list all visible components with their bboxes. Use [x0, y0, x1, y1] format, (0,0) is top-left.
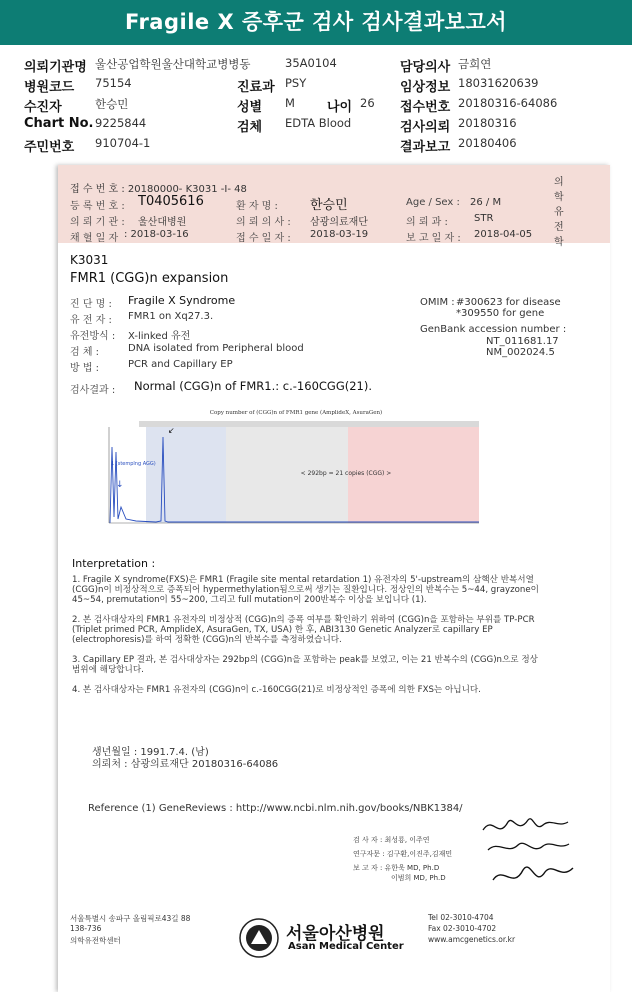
chart-no-value: 9225844	[95, 116, 147, 130]
interp-1: 1. Fragile X syndrome(FXS)은 FMR1 (Fragile site mental retardation 1) 유전자의 5'-upstream의 삼핵산 반복서열 (CGG)n이 비정상적으로 증폭되어 hypermethylation됨으로써 생기는 질환입니다. 정상인의 반복수는 5~44, grayzone이 45~54, premutation이 55~200, 그리고 full mutation이 200반복수 이상을 보입니다 (1).	[72, 575, 539, 605]
interp-3: 3. Capillary EP 결과, 본 검사대상자는 292bp의 (CGG)n을 포함하는 peak를 보였고, 이는 21 반복수의 (CGG)n으로 정상범위에 해당합니다.	[72, 655, 538, 675]
address-line-3: 의학유전학센터	[70, 936, 121, 945]
interp-4: 4. 본 검사대상자는 FMR1 유전자의 (CGG)n이 c.-160CGG(21)로 비정상적인 증폭에 의한 FXS는 아닙니다.	[72, 685, 481, 695]
chart-no-label: Chart No.	[24, 116, 94, 131]
reqdept-label: 의 뢰 과 :	[406, 217, 448, 228]
genbank-nt: NT_011681.17	[486, 336, 559, 347]
inherit-label: 유전방식 :	[70, 331, 116, 342]
draw-date-value: : 2018-03-16	[124, 229, 189, 240]
patient-info-block	[0, 48, 632, 160]
request-label: 검사의뢰	[400, 120, 451, 135]
report-date-label: 결과보고	[400, 140, 451, 155]
sig-reporter: 보 고 자 : 유한욱 MD, Ph.D	[353, 864, 440, 872]
dept-value: PSY	[285, 76, 307, 90]
sex-value: M	[285, 96, 295, 110]
institution-label: 의뢰기관명	[24, 60, 87, 75]
receipt-line: 접 수 번 호 : 20180000- K3031 -I- 48	[70, 184, 247, 195]
rrn-value: 910704-1	[95, 136, 151, 150]
diag-label: 진 단 명 :	[70, 299, 112, 310]
clinical-label: 임상정보	[400, 80, 451, 95]
inst-value: 울산대병원	[138, 217, 187, 228]
sig-tester: 검 사 자 : 최성룡, 이주연	[353, 836, 430, 844]
specimen-label: 검체	[237, 120, 263, 135]
peak-arrow-icon: ↙	[168, 426, 175, 435]
signatures	[473, 810, 583, 900]
doctor-label: 담당의사	[400, 60, 451, 75]
institution-value: 울산공업학원울산대학교병병동	[95, 57, 251, 71]
method-value: PCR and Capillary EP	[128, 359, 233, 370]
result-value: Normal (CGG)n of FMR1.: c.-160CGG(21).	[134, 379, 372, 393]
patient-value: 한승민	[310, 198, 348, 213]
agesex-label: Age / Sex :	[406, 197, 460, 208]
agesex-value: 26 / M	[470, 197, 502, 208]
diag-value: Fragile X Syndrome	[128, 294, 236, 307]
electropherogram	[96, 407, 486, 527]
reqdoc-label: 의 뢰 의 사 :	[236, 217, 291, 228]
interpretation	[72, 575, 542, 705]
title-bar	[0, 0, 632, 45]
rep-date-label: 보 고 일 자 :	[406, 233, 461, 244]
rrn-label: 주민번호	[24, 140, 75, 155]
hospital-name-en: Asan Medical Center	[288, 941, 404, 952]
receipt-label: 접수번호	[400, 100, 451, 115]
inherit-value: X-linked 유전	[128, 331, 191, 342]
spec-label: 검 체 :	[70, 347, 100, 358]
website: www.amcgenetics.or.kr	[428, 935, 516, 944]
reg-label: 등 록 번 호 :	[70, 201, 125, 212]
chart-title: Copy number of (CGG)n of FMR1 gene (AmplideX, AsuraGen)	[209, 410, 383, 416]
specimen-value: EDTA Blood	[285, 116, 352, 130]
report-date-value: 20180406	[458, 136, 517, 150]
reqdoc-value: 삼광의료재단	[310, 217, 368, 228]
asan-logo-icon	[238, 917, 280, 959]
age-value: 26	[360, 96, 375, 110]
sex-label: 성별	[237, 100, 263, 115]
result-label: 검사결과 :	[70, 385, 116, 396]
examinee-value: 한승민	[95, 97, 129, 111]
genbank-nm: NM_002024.5	[486, 347, 555, 358]
omim-label: OMIM :	[420, 297, 455, 308]
clinical-value: 18031620639	[458, 76, 539, 90]
draw-date-label: 채 혈 일 자	[70, 233, 119, 244]
spec-value: DNA isolated from Peripheral blood	[128, 343, 304, 354]
test-name: FMR1 (CGG)n expansion	[70, 271, 229, 286]
interp-2: 2. 본 검사대상자의 FMR1 유전자의 비정상적 (CGG)n의 증폭 여부를 확인하기 위하여 (CGG)n을 포함하는 부위를 TP-PCR (Triplet primed PCR, AmplideX, AsuraGen, TX, USA) 한 후, ABI3130 Genetic Analyzer로 capillary EP (electrophoresis)를 하여 정확한 (CGG)n의 반복수를 측정하였습니다.	[72, 615, 535, 645]
recv-date-value: 2018-03-19	[310, 229, 369, 240]
recv-date-label: 접 수 일 자 :	[236, 233, 291, 244]
omim-disease: #300623 for disease	[456, 297, 561, 308]
method-label: 방 법 :	[70, 363, 100, 374]
interp-title: Interpretation :	[72, 557, 156, 570]
age-label: 나이	[327, 100, 353, 115]
requester: 의뢰처 : 삼광의료재단 20180316-64086	[92, 759, 279, 770]
inst-label: 의 뢰 기 관 :	[70, 217, 125, 228]
chart-scale-bar	[139, 421, 479, 427]
gene-value: FMR1 on Xq27.3.	[128, 311, 214, 322]
omim-gene: *309550 for gene	[456, 308, 545, 319]
chart-annotation: < 292bp = 21 copies (CGG) >	[300, 470, 392, 477]
fax: Fax 02-3010-4702	[428, 924, 497, 933]
rep-date-value: 2018-04-05	[474, 229, 533, 240]
examinee-label: 수진자	[24, 100, 62, 115]
normal-region	[146, 427, 226, 523]
reg-value: T0405616	[138, 194, 204, 209]
chart-left-label: 1 (stemplng AGG)	[111, 461, 156, 467]
hospital-code-value: 75154	[95, 76, 132, 90]
address-line-1: 서울특별시 송파구 올림픽로43길 88	[70, 914, 191, 923]
address-line-2: 138-736	[70, 924, 102, 933]
arrow-down-icon: ↓	[116, 480, 124, 490]
hospital-code-label: 병원코드	[24, 80, 75, 95]
sig-reporter-2: 이범희 MD, Ph.D	[391, 874, 446, 882]
hospital-name-ko: 서울아산병원	[286, 924, 385, 944]
request-value: 20180316	[458, 116, 517, 130]
side-label: 의학유전학	[554, 177, 564, 248]
dept-label: 진료과	[237, 80, 275, 95]
genbank-label: GenBank accession number :	[420, 324, 567, 335]
sig-advisor: 연구자문 : 김구환,이진주,김재민	[353, 850, 453, 858]
test-code: K3031	[70, 253, 109, 267]
reference: Reference (1) GeneReviews : http://www.ncbi.nlm.nih.gov/books/NBK1384/	[88, 803, 463, 814]
scanned-report	[58, 165, 610, 992]
patient-label: 환 자 명 :	[236, 201, 278, 212]
gene-label: 유 전 자 :	[70, 315, 112, 326]
ward-value: 35A0104	[285, 56, 337, 70]
receipt-value: 20180316-64086	[458, 96, 558, 110]
reqdept-value: STR	[474, 213, 494, 224]
dob: 생년월일 : 1991.7.4. (남)	[92, 747, 209, 758]
tel: Tel 02-3010-4704	[428, 913, 494, 922]
doctor-value: 금희연	[458, 57, 492, 71]
report-title: Fragile X 증후군 검사 검사결과보고서	[124, 10, 508, 34]
